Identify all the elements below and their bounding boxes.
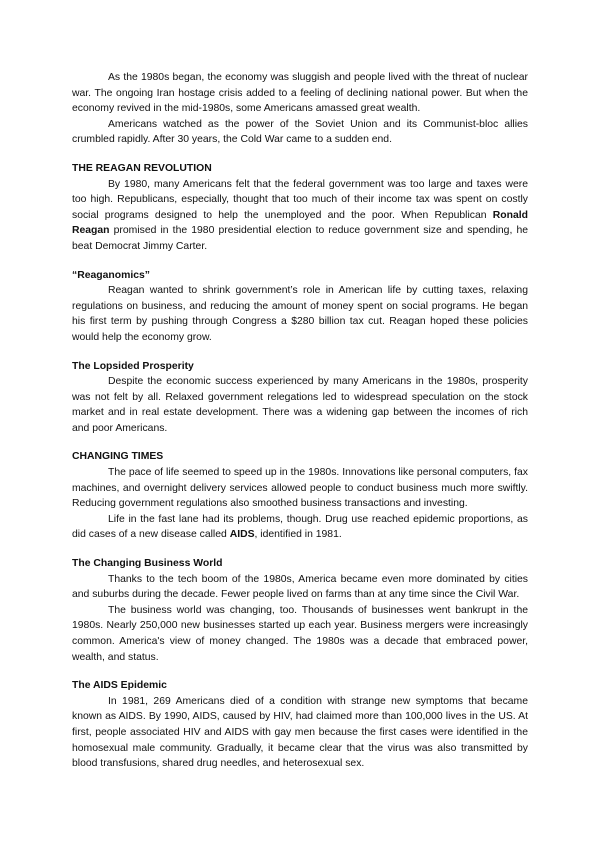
changing-times-paragraph-2: [72, 512, 528, 543]
changing-times-text-2: , identified in 1981.: [254, 529, 342, 541]
section-heading-reaganomics: “Reaganomics”: [72, 269, 150, 281]
reagan-revolution-text-1: By 1980, many Americans felt that the federal government was too large and taxes were too high. Republicans, especially, thought that too much of their income tax was spent on costly social programs designed to help the unemployed and the poor. When Republican: [72, 178, 528, 221]
section-heading-lopsided-prosperity: The Lopsided Prosperity: [72, 360, 194, 372]
intro-paragraph-2: Americans watched as the power of the Soviet Union and its Communist-bloc allies crumbled rapidly. After 30 years, the Cold War came to a sudden end.: [72, 118, 528, 146]
changing-times-paragraph-1: The pace of life seemed to speed up in the 1980s. Innovations like personal computers, fax machines, and overnight delivery services allowed people to conduct business much more swiftly. Reducing government regulations also smoothed business transactions and investing.: [72, 467, 528, 510]
document-body: [72, 70, 528, 772]
business-world-paragraph-1: Thanks to the tech boom of the 1980s, America became even more dominated by cities and suburbs during the decade. Fewer people lived on farms than at any time since the Civil War.: [72, 573, 528, 601]
reagan-revolution-text-2: promised in the 1980 presidential election to reduce government size and spending, he beat Democrat Jimmy Carter.: [72, 225, 528, 252]
section-heading-business-world: The Changing Business World: [72, 558, 223, 570]
reagan-revolution-paragraph: [72, 177, 528, 255]
section-heading-reagan-revolution: THE REAGAN REVOLUTION: [72, 162, 212, 174]
changing-times-text-1: Life in the fast lane had its problems, though. Drug use reached epidemic proportions, as did cases of a new disease called: [72, 513, 528, 541]
business-world-paragraph-2: The business world was changing, too. Thousands of businesses went bankrupt in the 1980s. Nearly 250,000 new businesses started up each year. Business mergers were increasingly common. America's view of money changed. The 1980s was a decade that embraced power, wealth, and status.: [72, 604, 528, 663]
section-heading-aids-epidemic: The AIDS Epidemic: [72, 680, 167, 692]
intro-paragraph-1: As the 1980s began, the economy was sluggish and people lived with the threat of nuclear war. The ongoing Iran hostage crisis added to a feeling of declining national power. But when the economy revived in the mid-1980s, some Americans amassed great wealth.: [72, 72, 528, 115]
section-heading-changing-times: CHANGING TIMES: [72, 451, 164, 463]
aids-epidemic-paragraph: In 1981, 269 Americans died of a condition with strange new symptoms that became known as AIDS. By 1990, AIDS, caused by HIV, had claimed more than 100,000 lives in the US. At first, people associated HIV and AIDS with gay men because the first cases were identified in the homosexual male community. Gradually, it became clear that the virus was also transmitted by blood transfusions, shared drug needles, and heterosexual sex.: [72, 695, 528, 770]
reaganomics-paragraph: Reagan wanted to shrink government’s role in American life by cutting taxes, relaxing regulations on business, and reducing the amount of money spent on social programs. He began his first term by pushing through Congress a $280 billion tax cut. Reagan hoped these policies would help the economy grow.: [72, 285, 528, 343]
ronald-reagan-bold: Ronald Reagan: [72, 209, 528, 237]
aids-bold: AIDS: [229, 529, 255, 541]
lopsided-prosperity-paragraph: Despite the economic success experienced by many Americans in the 1980s, prosperity was not felt by all. Relaxed government relegations led to widespread speculation on the stock market and in real estate development. There was a widening gap between the incomes of rich and poor Americans.: [72, 376, 528, 434]
